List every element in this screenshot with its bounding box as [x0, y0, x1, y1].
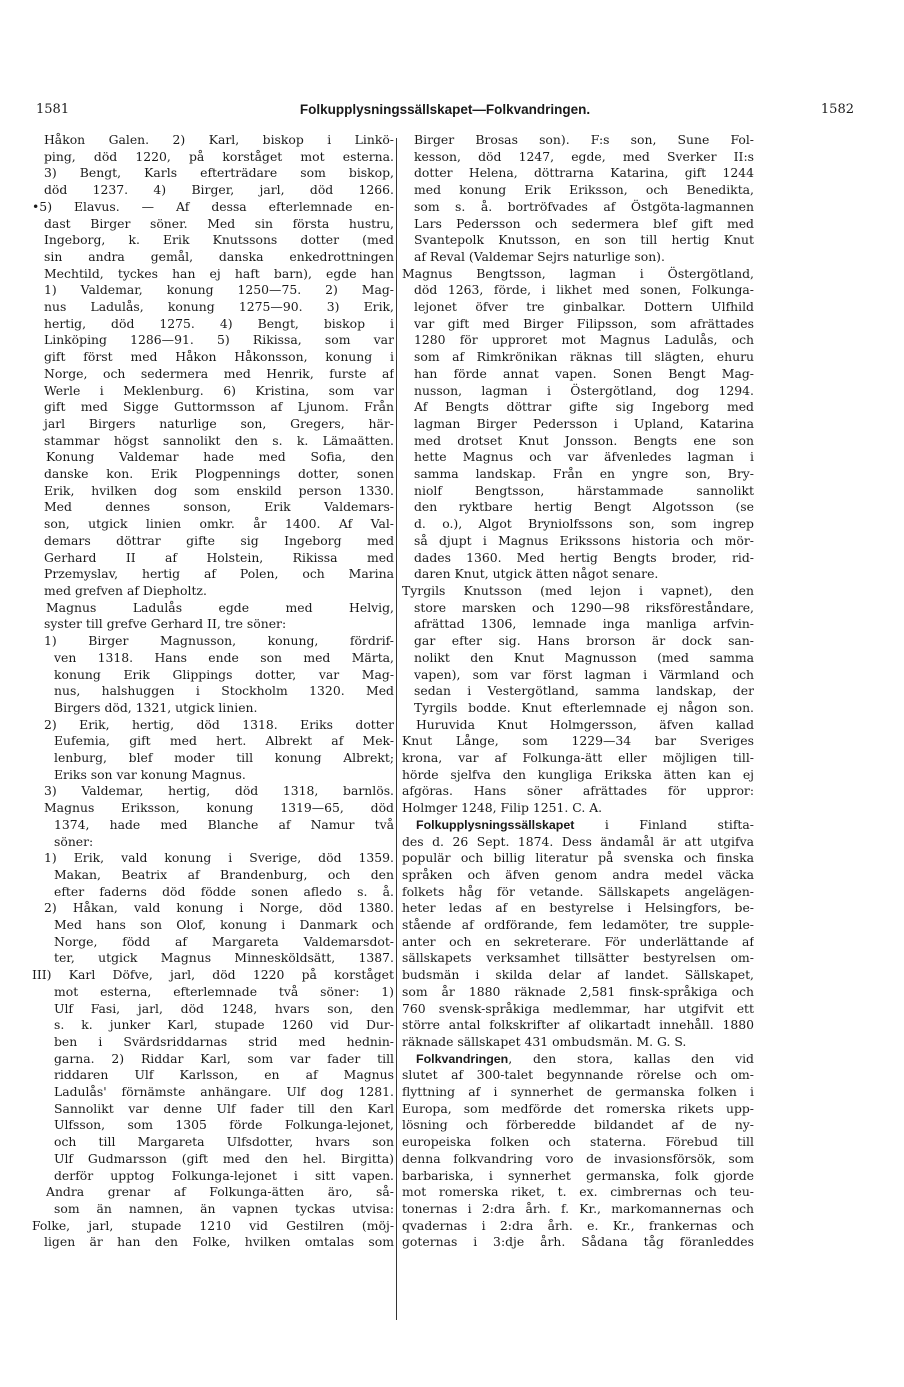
text-line: Af Bengts döttrar gifte sig Ingeborg med: [414, 399, 754, 415]
text-line: lejonet öfver tre ginbalkar. Dottern Ulfhild: [414, 299, 754, 315]
left-column: [32, 132, 394, 1251]
text-line: Ulf Gudmarsson (gift med den hel. Birgitta): [54, 1150, 394, 1166]
text-line: vapen), som var först lagman i Värmland och: [414, 666, 754, 682]
text-line: ben i Svärdsriddarnas strid med hednin-: [54, 1033, 394, 1049]
text-line: ligen är han den Folke, hvilken omtalas som: [44, 1234, 394, 1250]
text-line: syster till grefve Gerhard II, tre söner:: [44, 616, 287, 632]
text-line: Holmger 1248, Filip 1251. C. A.: [402, 800, 603, 816]
text-line: Huruvida Knut Holmgersson, äfven kallad: [416, 716, 754, 732]
text-line: Andra grenar af Folkunga-ätten äro, så-: [46, 1184, 394, 1200]
text-line: Knut Långe, som 1229—34 bar Sveriges: [402, 733, 754, 749]
text-line: kesson, död 1247, egde, med Sverker II:s: [414, 148, 754, 164]
text-line: dades 1360. Med hertig Bengts broder, rid-: [414, 549, 754, 565]
text-line: Magnus Bengtsson, lagman i Östergötland,: [402, 265, 754, 281]
text-line: Norge, född af Margareta Valdemarsdot-: [54, 933, 394, 949]
text-line: efter faderns död födde sonen afledo s. å.: [54, 883, 394, 899]
text-line: garna. 2) Riddar Karl, som var fader till: [54, 1050, 394, 1066]
text-line: •5) Elavus. — Af dessa efterlemnade en-: [32, 198, 394, 214]
text-line: Folkvandringen, den stora, kallas den vid: [416, 1050, 754, 1066]
text-line: hörde sjelfva den kungliga Erikska ätten kan ej: [402, 766, 754, 782]
text-line: store marsken och 1290—98 riksföreståndare,: [414, 599, 754, 615]
text-line: europeiska folken och staterna. Förebud till: [402, 1134, 754, 1150]
text-line: denna folkvandring voro de invasionsförsök, som: [402, 1150, 754, 1166]
text-line: som af Rimkrönikan räknas till slägten, ehuru: [414, 349, 754, 365]
text-line: Werle i Meklenburg. 6) Kristina, som var: [44, 382, 394, 398]
text-line: son, utgick linien omkr. år 1400. Af Val-: [44, 516, 394, 532]
text-line: Eufemia, gift med hert. Albrekt af Mek-: [54, 733, 394, 749]
text-line: Svantepolk Knutsson, en son till hertig Knut: [414, 232, 754, 248]
text-line: riddaren Ulf Karlsson, en af Magnus: [54, 1067, 394, 1083]
text-line: Sannolikt var denne Ulf fader till den Karl: [54, 1100, 394, 1116]
text-line: sällskapets verksamhet tillsätter bestyrelsen om-: [402, 950, 754, 966]
text-line: folkets håg för vetande. Sällskapets angelägen-: [402, 883, 754, 899]
text-line: ping, död 1220, på korståget mot esterna.: [44, 148, 394, 164]
text-line: han förde annat vapen. Sonen Bengt Mag-: [414, 365, 754, 381]
text-line: lagman Birger Pedersson i Upland, Katarina: [414, 415, 754, 431]
text-line: Lars Pedersson och sedermera blef gift med: [414, 215, 754, 231]
text-line: Med hans son Olof, konung i Danmark och: [54, 917, 394, 933]
text-line: afrättad 1306, lemnade inga manliga arfvin-: [414, 616, 754, 632]
text-line: samma landskap. Från en yngre son, Bry-: [414, 466, 754, 482]
text-line: Przemyslav, hertig af Polen, och Marina: [44, 566, 394, 582]
text-line: Magnus Eriksson, konung 1319—65, död: [44, 800, 394, 816]
text-line: död 1237. 4) Birger, jarl, död 1266.: [44, 182, 394, 198]
text-line: qvadernas i 2:dra årh. e. Kr., frankernas och: [402, 1217, 754, 1233]
text-line: ter, utgick Magnus Minnesköldsätt, 1387.: [54, 950, 394, 966]
text-line: språken och äfven genom andra medel väcka: [402, 866, 754, 882]
text-line: 3) Bengt, Karls efterträdare som biskop,: [44, 165, 394, 181]
text-line: 2) Håkan, vald konung i Norge, död 1380.: [44, 900, 394, 916]
text-line: nusson, lagman i Östergötland, dog 1294.: [414, 382, 754, 398]
text-line: och till Margareta Ulfsdotter, hvars son: [54, 1134, 394, 1150]
text-line: Makan, Beatrix af Brandenburg, och den: [54, 866, 394, 882]
text-line: mot esterna, efterlemnade två söner: 1): [54, 983, 394, 999]
text-line: Folkupplysningssällskapet i Finland stifta-: [416, 816, 754, 832]
article-headword: Folkupplysningssällskapet: [416, 817, 575, 832]
text-line: Birger Brosas son). F:s son, Sune Fol-: [414, 132, 754, 147]
text-line: 1280 för upproret mot Magnus Ladulås, och: [414, 332, 754, 348]
right-column: [402, 132, 754, 1251]
text-line: som s. å. bortröfvades af Östgöta-lagmannen: [414, 198, 754, 214]
text-line: nus, halshuggen i Stockholm 1320. Med: [54, 683, 394, 699]
text-line: som år 1880 räknade 2,581 finsk-språkiga och: [402, 983, 754, 999]
text-line: Gerhard II af Holstein, Rikissa med: [44, 549, 394, 565]
text-line: gift med Sigge Guttormsson af Ljunom. Från: [44, 399, 394, 415]
column-divider: [396, 138, 397, 1320]
text-line: den ryktbare hertig Bengt Algotsson (se: [414, 499, 754, 515]
text-line: så djupt i Magnus Erikssons historia och mör-: [414, 532, 754, 548]
text-line: demars döttrar gifte sig Ingeborg med: [44, 532, 394, 548]
text-line: d. o.), Algot Bryniolfssons son, som ingrep: [414, 516, 754, 532]
text-line: Norge, och sedermera med Henrik, furste af: [44, 365, 394, 381]
text-line: söner:: [54, 833, 94, 849]
text-line: Magnus Ladulås egde med Helvig,: [46, 599, 394, 615]
text-line: Mechtild, tyckes han ej haft barn), egde han: [44, 265, 394, 281]
text-line: stammar högst sannolikt den s. k. Lämaätten.: [44, 432, 394, 448]
text-line: Tyrgils bodde. Knut efterlemnade ej någon son.: [414, 699, 754, 715]
text-line: Ulf Fasi, jarl, död 1248, hvars son, den: [54, 1000, 394, 1016]
text-line: barbariska, i synnerhet germanska, folk gjorde: [402, 1167, 754, 1183]
text-line: niolf Bengtsson, härstammade sannolikt: [414, 482, 754, 498]
text-line: gift först med Håkon Håkonsson, konung i: [44, 349, 394, 365]
text-line: dotter Helena, döttrarna Katarina, gift 1244: [414, 165, 754, 181]
text-line: Europa, som medförde det romerska rikets upp-: [402, 1100, 754, 1116]
text-line: III) Karl Döfve, jarl, död 1220 på korståget: [32, 967, 394, 983]
text-line: Tyrgils Knutsson (med lejon i vapnet), den: [402, 582, 754, 598]
text-line: sedan i Vestergötland, samma landskap, der: [414, 683, 754, 699]
text-line: 1) Erik, vald konung i Sverige, död 1359.: [44, 850, 394, 866]
text-line: tonernas i 2:dra årh. f. Kr., markomannernas och: [402, 1201, 754, 1216]
text-line: Birgers död, 1321, utgick linien.: [54, 699, 258, 715]
text-line: död 1263, förde, i likhet med sonen, Folkunga-: [414, 282, 754, 298]
text-line: Linköping 1286—91. 5) Rikissa, som var: [44, 332, 394, 348]
text-line: Med dennes sonson, Erik Valdemars-: [44, 499, 394, 515]
text-line: derför upptog Folkunga-lejonet i sitt vapen.: [54, 1167, 394, 1183]
text-line: populär och billig literatur på svenska och finska: [402, 850, 754, 866]
running-title: Folkupplysningssällskapet—Folkvandringen.: [299, 102, 591, 117]
text-line: 3) Valdemar, hertig, död 1318, barnlös.: [44, 783, 394, 799]
text-line: lenburg, blef moder till konung Albrekt;: [54, 750, 394, 766]
text-line: hette Magnus och var äfvenledes lagman i: [414, 449, 754, 465]
text-line: mot romerska riket, t. ex. cimbrernas och teu-: [402, 1184, 754, 1200]
page-number-right: 1582: [820, 102, 854, 117]
text-line: var gift med Birger Filipsson, som afrättades: [414, 315, 754, 331]
text-line: 1) Valdemar, konung 1250—75. 2) Mag-: [44, 282, 394, 298]
text-line: krona, var af Folkunga-ätt eller möjligen till-: [402, 750, 754, 766]
text-line: goternas i 3:dje årh. Sådana tåg föranleddes: [402, 1234, 754, 1250]
text-line: med konung Erik Eriksson, och Benedikta,: [414, 182, 754, 198]
text-line: Folke, jarl, stupade 1210 vid Gestilren (möj-: [32, 1217, 394, 1233]
text-line: slutet af 300-talet begynnande rörelse och om-: [402, 1067, 754, 1083]
text-line: stående af ordförande, fem ledamöter, tre supple-: [402, 917, 754, 933]
text-line: Konung Valdemar hade med Sofia, den: [46, 449, 394, 465]
text-line: Ingeborg, k. Erik Knutssons dotter (med: [44, 232, 394, 248]
text-line: 1374, hade med Blanche af Namur två: [54, 816, 394, 832]
page-number-left: 1581: [36, 102, 70, 117]
text-line: nus Ladulås, konung 1275—90. 3) Erik,: [44, 299, 394, 315]
text-line: afgöras. Hans söner afrättades för uppror:: [402, 783, 754, 799]
text-line: heter ledas af en bestyrelse i Helsingfors, be-: [402, 900, 754, 916]
text-line: dast Birger söner. Med sin första hustru,: [44, 215, 394, 231]
text-line: lösning och förberedde bildandet af de ny-: [402, 1117, 754, 1133]
text-line: räknade sällskapet 431 ombudsmän. M. G. S.: [402, 1033, 687, 1049]
text-line: 760 svensk-språkiga medlemmar, har utgifvit ett: [402, 1000, 754, 1016]
text-line: af Reval (Valdemar Sejrs naturlige son).: [414, 248, 665, 264]
text-line: större antal folkskrifter af olikartadt innehåll. 1880: [402, 1017, 754, 1033]
text-line: som än namnen, än vapnen tyckas utvisa:: [54, 1201, 394, 1216]
text-line: ven 1318. Hans ende son med Märta,: [54, 649, 394, 665]
text-line: med drotset Knut Jonsson. Bengts ene son: [414, 432, 754, 448]
text-line: Eriks son var konung Magnus.: [54, 766, 246, 782]
text-line: s. k. junker Karl, stupade 1260 vid Dur-: [54, 1017, 394, 1033]
text-line: Ladulås' förnämste anhängare. Ulf dog 1281.: [54, 1084, 394, 1100]
text-line: konung Erik Glippings dotter, var Mag-: [54, 666, 394, 682]
text-line: jarl Birgers naturlige son, Gregers, här-: [44, 415, 394, 431]
text-line: Ulfsson, som 1305 förde Folkunga-lejonet,: [54, 1117, 394, 1133]
page-header: [36, 102, 854, 124]
text-line: nolikt den Knut Magnusson (med samma: [414, 649, 754, 665]
text-line: anter och en sekreterare. För underlättande af: [402, 933, 754, 949]
article-headword: Folkvandringen: [416, 1051, 509, 1066]
text-line: 1) Birger Magnusson, konung, fördrif-: [44, 633, 394, 649]
text-line: budsmän i skilda delar af landet. Sällskapet,: [402, 967, 754, 983]
text-line: daren Knut, utgick ätten något senare.: [414, 566, 659, 582]
text-line: med grefven af Diepholtz.: [44, 582, 207, 598]
text-line: flyttning af i synnerhet de germanska folken i: [402, 1084, 754, 1100]
text-line: Håkon Galen. 2) Karl, biskop i Linkö-: [44, 132, 394, 147]
text-line: sin andra gemål, danska enkedrottningen: [44, 248, 394, 264]
text-line: des d. 26 Sept. 1874. Dess ändamål är att utgifva: [402, 833, 754, 849]
text-line: 2) Erik, hertig, död 1318. Eriks dotter: [44, 716, 394, 732]
text-line: hertig, död 1275. 4) Bengt, biskop i: [44, 315, 394, 331]
text-line: gar efter sig. Hans brorson är dock san-: [414, 633, 754, 649]
text-line: Erik, hvilken dog som enskild person 1330.: [44, 482, 394, 498]
text-line: danske kon. Erik Plogpennings dotter, sonen: [44, 466, 394, 482]
